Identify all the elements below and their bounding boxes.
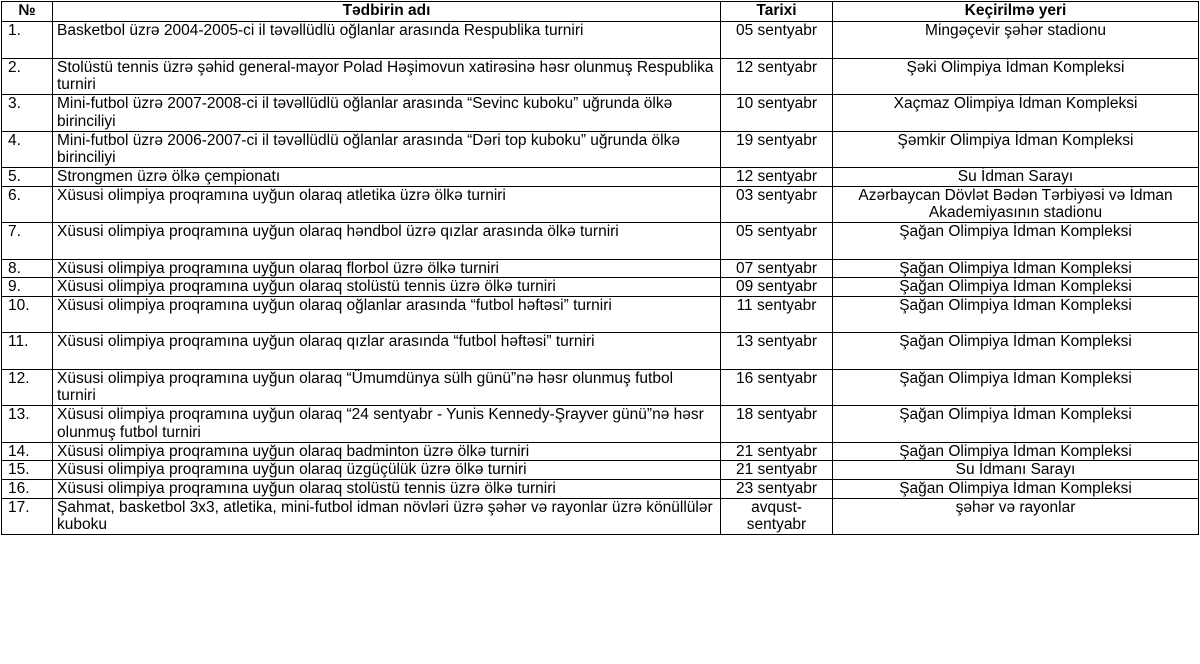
row-place: Şəmkir Olimpiya İdman Kompleksi [833, 131, 1199, 168]
row-num: 11. [2, 333, 53, 370]
row-num: 17. [2, 498, 53, 535]
row-num: 8. [2, 259, 53, 278]
row-date: 11 sentyabr [721, 296, 833, 333]
row-num: 3. [2, 95, 53, 132]
row-date: 09 sentyabr [721, 278, 833, 297]
row-date: 07 sentyabr [721, 259, 833, 278]
row-num: 5. [2, 168, 53, 187]
row-num: 13. [2, 406, 53, 443]
row-place: Su İdman Sarayı [833, 168, 1199, 187]
header-date: Tarixi [721, 2, 833, 22]
row-name: Şahmat, basketbol 3x3, atletika, mini-futbol idman növləri üzrə şəhər və rayonlar üzrə könüllülər kuboku [53, 498, 721, 535]
table-row [2, 168, 1199, 187]
table-row [2, 186, 1199, 223]
row-place: Şağan Olimpiya İdman Kompleksi [833, 442, 1199, 461]
row-date: 21 sentyabr [721, 461, 833, 480]
row-date: 23 sentyabr [721, 479, 833, 498]
header-place: Keçirilmə yeri [833, 2, 1199, 22]
row-date: 03 sentyabr [721, 186, 833, 223]
row-name: Xüsusi olimpiya proqramına uyğun olaraq stolüstü tennis üzrə ölkə turniri [53, 278, 721, 297]
table-row [2, 498, 1199, 535]
row-date: 18 sentyabr [721, 406, 833, 443]
row-date: 05 sentyabr [721, 22, 833, 59]
row-num: 6. [2, 186, 53, 223]
table-body [2, 22, 1199, 535]
row-name: Stolüstü tennis üzrə şəhid general-mayor Polad Həşimovun xatirəsinə həsr olunmuş Respublika turniri [53, 58, 721, 95]
table-row [2, 58, 1199, 95]
table-row [2, 296, 1199, 333]
table-row [2, 333, 1199, 370]
row-name: Basketbol üzrə 2004-2005-ci il təvəllüdlü oğlanlar arasında Respublika turniri [53, 22, 721, 59]
row-num: 12. [2, 369, 53, 406]
table-row [2, 278, 1199, 297]
row-date: 12 sentyabr [721, 168, 833, 187]
row-date: 12 sentyabr [721, 58, 833, 95]
row-num: 7. [2, 223, 53, 260]
row-num: 9. [2, 278, 53, 297]
row-num: 4. [2, 131, 53, 168]
table-row [2, 131, 1199, 168]
row-num: 10. [2, 296, 53, 333]
row-date: 21 sentyabr [721, 442, 833, 461]
row-date: 16 sentyabr [721, 369, 833, 406]
row-name: Xüsusi olimpiya proqramına uyğun olaraq üzgüçülük üzrə ölkə turniri [53, 461, 721, 480]
table-row [2, 369, 1199, 406]
row-num: 15. [2, 461, 53, 480]
row-name: Mini-futbol üzrə 2007-2008-ci il təvəllüdlü oğlanlar arasında “Sevinc kuboku” uğrunda ölkə birinciliyi [53, 95, 721, 132]
row-place: Şağan Olimpiya İdman Kompleksi [833, 333, 1199, 370]
row-num: 16. [2, 479, 53, 498]
table-row [2, 259, 1199, 278]
header-num: № [2, 2, 53, 22]
row-name: Xüsusi olimpiya proqramına uyğun olaraq həndbol üzrə qızlar arasında ölkə turniri [53, 223, 721, 260]
row-date: avqust-sentyabr [721, 498, 833, 535]
row-place: Şağan Olimpiya İdman Kompleksi [833, 369, 1199, 406]
table-row [2, 223, 1199, 260]
row-name: Xüsusi olimpiya proqramına uyğun olaraq atletika üzrə ölkə turniri [53, 186, 721, 223]
row-num: 1. [2, 22, 53, 59]
header-row [2, 2, 1199, 22]
row-date: 19 sentyabr [721, 131, 833, 168]
table-row [2, 22, 1199, 59]
row-place: Şağan Olimpiya İdman Kompleksi [833, 259, 1199, 278]
row-place: Şağan Olimpiya İdman Kompleksi [833, 278, 1199, 297]
row-name: Xüsusi olimpiya proqramına uyğun olaraq “24 sentyabr - Yunis Kennedy-Şrayver günü”nə həsr olunmuş futbol turniri [53, 406, 721, 443]
row-place: Azərbaycan Dövlət Bədən Tərbiyəsi və İdman Akademiyasının stadionu [833, 186, 1199, 223]
row-place: Xaçmaz Olimpiya İdman Kompleksi [833, 95, 1199, 132]
row-date: 05 sentyabr [721, 223, 833, 260]
table-row [2, 461, 1199, 480]
row-num: 2. [2, 58, 53, 95]
row-name: Xüsusi olimpiya proqramına uyğun olaraq stolüstü tennis üzrə ölkə turniri [53, 479, 721, 498]
row-place: Şağan Olimpiya İdman Kompleksi [833, 406, 1199, 443]
row-name: Xüsusi olimpiya proqramına uyğun olaraq “Ümumdünya sülh günü”nə həsr olunmuş futbol turniri [53, 369, 721, 406]
table-row [2, 406, 1199, 443]
row-name: Xüsusi olimpiya proqramına uyğun olaraq qızlar arasında “futbol həftəsi” turniri [53, 333, 721, 370]
header-name: Tədbirin adı [53, 2, 721, 22]
row-name: Xüsusi olimpiya proqramına uyğun olaraq florbol üzrə ölkə turniri [53, 259, 721, 278]
row-place: Su İdmanı Sarayı [833, 461, 1199, 480]
row-date: 13 sentyabr [721, 333, 833, 370]
row-name: Strongmen üzrə ölkə çempionatı [53, 168, 721, 187]
events-table [1, 1, 1199, 535]
row-name: Xüsusi olimpiya proqramına uyğun olaraq oğlanlar arasında “futbol həftəsi” turniri [53, 296, 721, 333]
table-row [2, 95, 1199, 132]
table-row [2, 479, 1199, 498]
row-place: Mingəçevir şəhər stadionu [833, 22, 1199, 59]
row-place: Şəki Olimpiya İdman Kompleksi [833, 58, 1199, 95]
row-place: Şağan Olimpiya İdman Kompleksi [833, 296, 1199, 333]
row-name: Xüsusi olimpiya proqramına uyğun olaraq badminton üzrə ölkə turniri [53, 442, 721, 461]
row-date: 10 sentyabr [721, 95, 833, 132]
row-place: şəhər və rayonlar [833, 498, 1199, 535]
row-place: Şağan Olimpiya İdman Kompleksi [833, 479, 1199, 498]
row-num: 14. [2, 442, 53, 461]
table-row [2, 442, 1199, 461]
row-name: Mini-futbol üzrə 2006-2007-ci il təvəllüdlü oğlanlar arasında “Dəri top kuboku” uğrunda ölkə birinciliyi [53, 131, 721, 168]
row-place: Şağan Olimpiya İdman Kompleksi [833, 223, 1199, 260]
